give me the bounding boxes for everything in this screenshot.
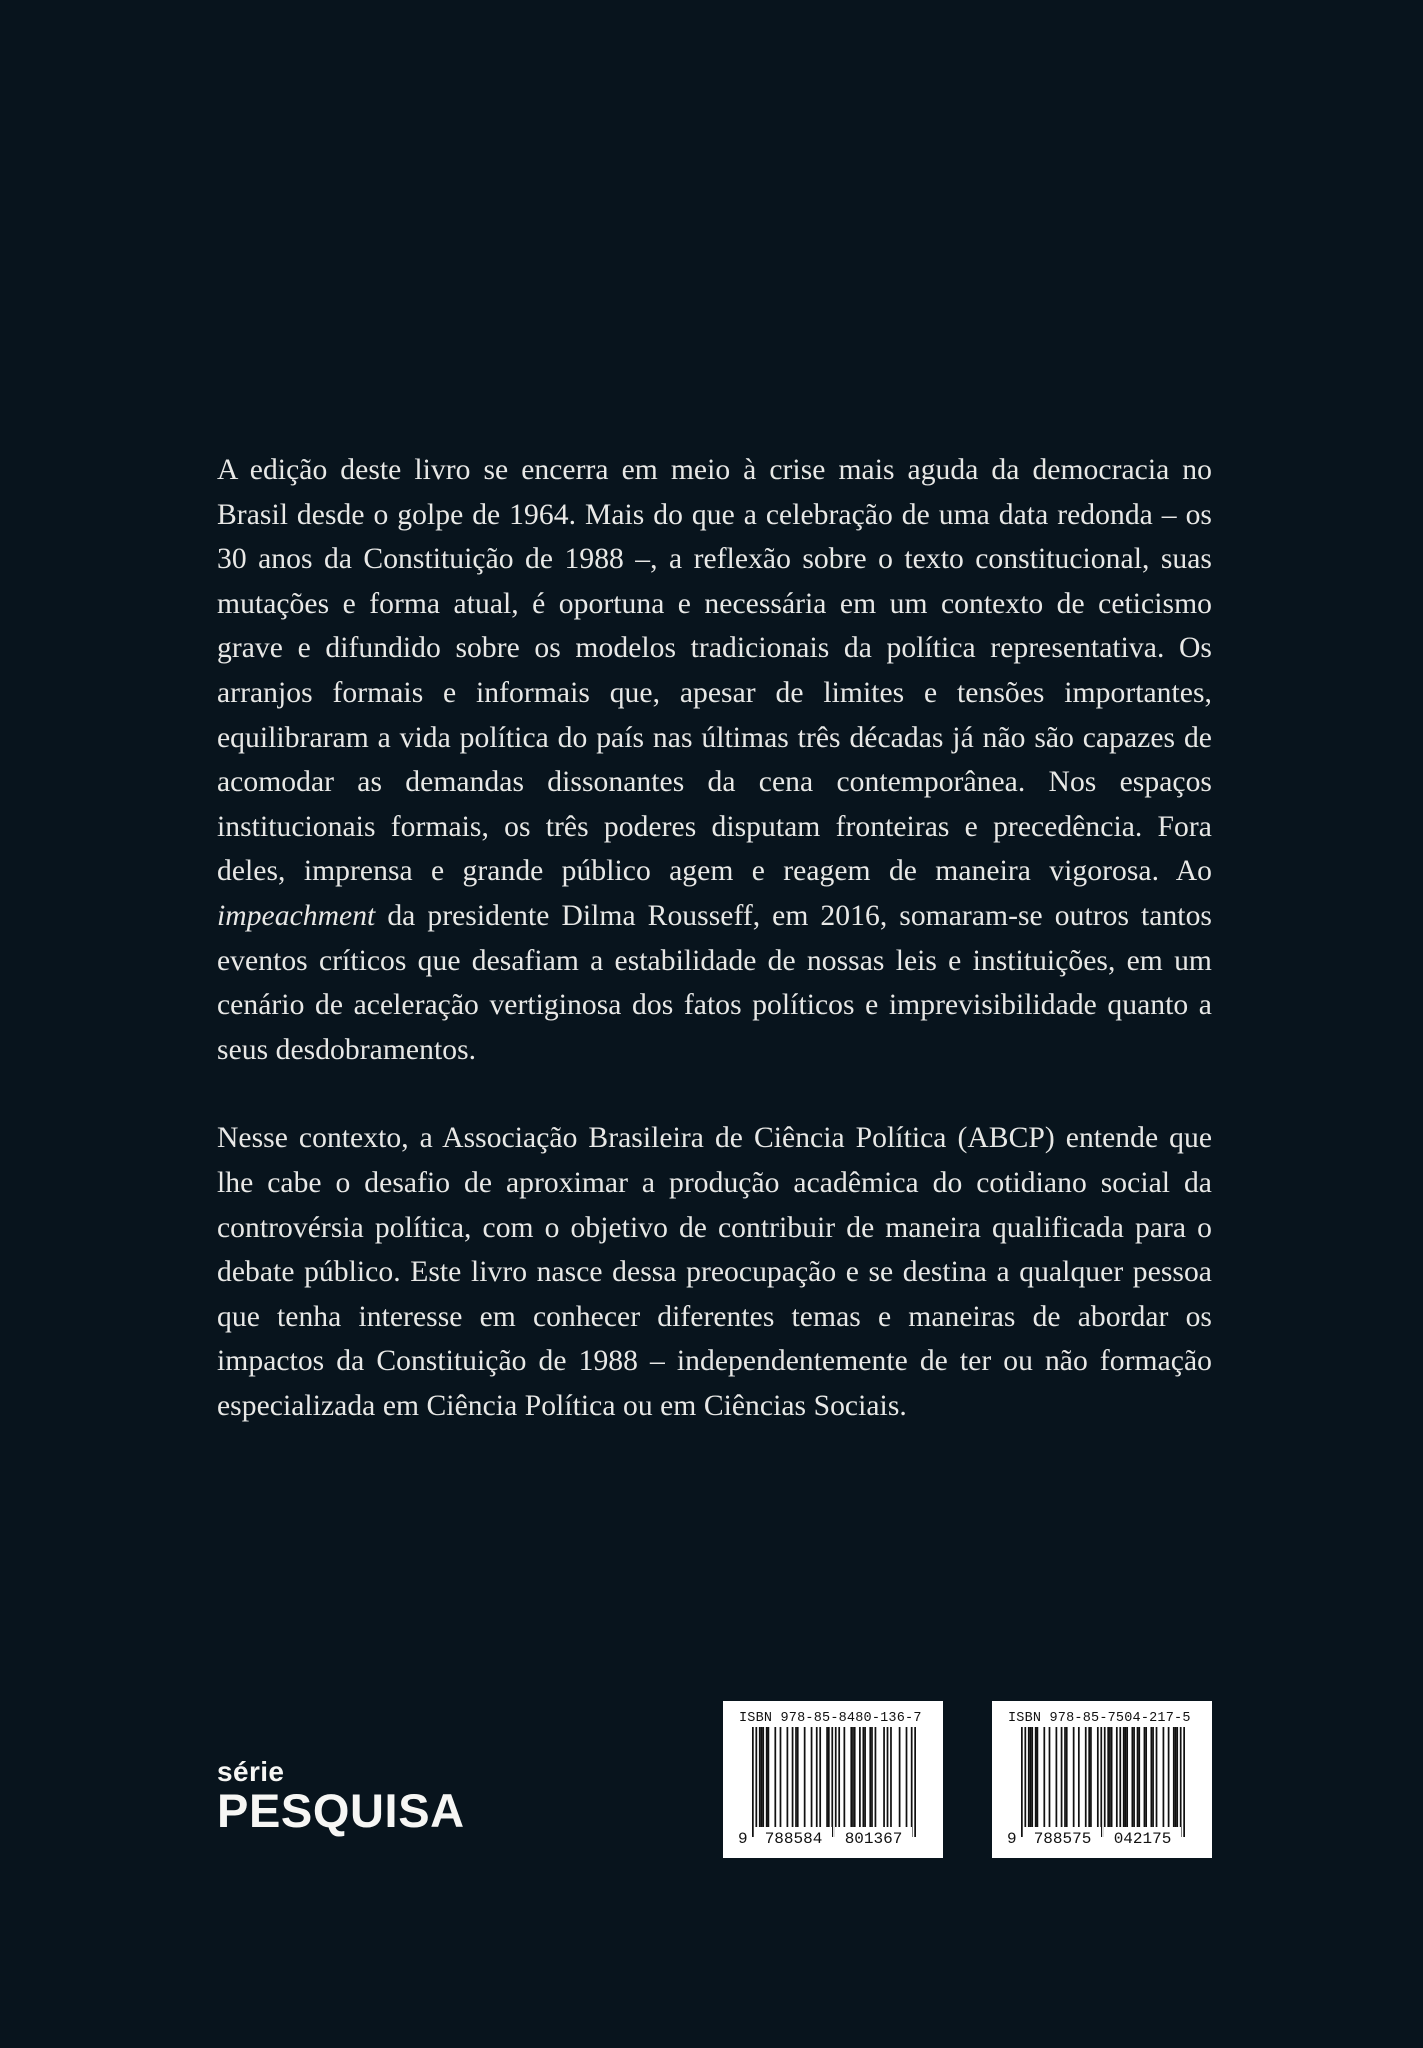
barcode-1-bar-4 — [761, 1727, 763, 1827]
barcode-2-bar-2 — [1024, 1727, 1026, 1837]
barcode-1-bar-24 — [850, 1727, 852, 1827]
barcode-1-bar-1 — [752, 1727, 754, 1837]
barcode-2-bar-34 — [1144, 1727, 1146, 1827]
barcode-2-bar-14 — [1073, 1727, 1075, 1827]
barcode-digits-1 — [738, 1827, 928, 1851]
barcode-1-bar-9 — [780, 1727, 782, 1827]
barcode-2-bar-17 — [1088, 1727, 1090, 1827]
barcode-2-left-digits: 788575 — [1024, 1827, 1101, 1851]
barcode-2-bar-22 — [1107, 1727, 1109, 1827]
barcode-1-bar-8 — [774, 1727, 776, 1827]
barcode-1-bar-26 — [854, 1727, 856, 1827]
barcode-1-bar-3 — [759, 1727, 761, 1827]
barcode-1-bar-14 — [804, 1727, 806, 1827]
barcode-2-bar-29 — [1126, 1727, 1128, 1827]
barcode-1-bar-33 — [883, 1727, 885, 1827]
barcode-bars-2 — [1021, 1727, 1185, 1837]
blurb-paragraph-1 — [217, 448, 1212, 1072]
barcode-1-bar-11 — [792, 1727, 794, 1827]
barcode-1-bar-15 — [811, 1727, 813, 1827]
barcode-1-bar-28 — [862, 1727, 864, 1827]
barcode-1-bar-27 — [859, 1727, 861, 1827]
barcode-2-bar-43 — [1176, 1727, 1178, 1827]
barcode-2-bar-7 — [1037, 1727, 1039, 1827]
barcode-2-bar-12 — [1064, 1727, 1066, 1827]
barcode-1-bar-36 — [899, 1727, 901, 1827]
barcode-2-right-digits: 042175 — [1104, 1827, 1181, 1851]
barcode-1-bar-34 — [887, 1727, 889, 1827]
barcode-2-bar-9 — [1049, 1727, 1051, 1827]
barcode-2-bar-40 — [1168, 1727, 1170, 1827]
barcode-2-bar-11 — [1061, 1727, 1063, 1827]
barcode-1-bar-18 — [826, 1727, 828, 1827]
barcode-2-bar-42 — [1175, 1727, 1177, 1827]
barcode-1-bar-10 — [787, 1727, 789, 1827]
barcode-1-bar-16 — [816, 1727, 818, 1827]
isbn-label-1: ISBN 978-85-8480-136-7 — [739, 1711, 922, 1726]
isbn-label-2: ISBN 978-85-7504-217-5 — [1008, 1711, 1191, 1726]
barcode-2-bar-6 — [1035, 1727, 1037, 1827]
barcode-2-bar-27 — [1123, 1727, 1125, 1827]
barcode-2-bar-45 — [1183, 1727, 1185, 1837]
series-name: PESQUISA — [217, 1784, 465, 1837]
impeachment-emphasis: impeachment — [217, 899, 376, 932]
barcode-2-bar-1 — [1021, 1727, 1023, 1837]
barcode-2-bar-24 — [1111, 1727, 1113, 1827]
barcode-2-bar-30 — [1131, 1727, 1133, 1827]
barcode-2-bar-35 — [1145, 1727, 1147, 1827]
barcode-1-first-digit: 9 — [738, 1830, 748, 1848]
serie-pesquisa-logo — [217, 1756, 465, 1837]
barcode-2-bar-19 — [1097, 1727, 1099, 1827]
barcode-digits-2 — [1007, 1827, 1197, 1851]
barcode-label-1 — [723, 1701, 943, 1858]
barcode-1-bar-35 — [890, 1727, 892, 1827]
barcode-2-bar-23 — [1109, 1727, 1111, 1827]
barcode-2-bar-32 — [1137, 1727, 1139, 1827]
barcode-1-bar-7 — [768, 1727, 770, 1827]
barcode-1-bar-39 — [914, 1727, 916, 1837]
barcode-2-bar-10 — [1056, 1727, 1058, 1827]
barcode-2-bar-39 — [1163, 1727, 1165, 1827]
barcode-2-bar-25 — [1116, 1727, 1118, 1827]
barcode-2-bar-16 — [1085, 1727, 1087, 1827]
barcode-1-bar-5 — [762, 1727, 764, 1827]
barcode-2-bar-21 — [1104, 1727, 1106, 1837]
barcode-2-bar-8 — [1043, 1727, 1045, 1827]
barcode-2-first-digit: 9 — [1007, 1830, 1017, 1848]
barcode-1-bar-2 — [755, 1727, 757, 1837]
barcode-2-bar-18 — [1090, 1727, 1092, 1827]
series-prefix: série — [217, 1756, 285, 1787]
barcode-graphic-2 — [1021, 1727, 1185, 1837]
barcode-1-bar-6 — [766, 1727, 768, 1827]
barcode-1-bar-13 — [797, 1727, 799, 1827]
barcode-1-bar-31 — [871, 1727, 873, 1827]
blurb-paragraph-2: Nesse contexto, a Associação Brasileira de Ciência Política (ABCP) entende que lhe cabe o desafio de aproximar a produção acadêmica do cotidiano social da controvérsia política, com o objetivo de contribuir de maneira qualificada para o debate público. Este livro nasce dessa preocupação e se destina a qualquer pessoa que tenha interesse em conhecer diferentes temas e maneiras de abordar os impactos da Constituição de 1988 – independentemente de ter ou não formação especializada em Ciência Política ou em Ciências Sociais. — [217, 1122, 1212, 1422]
barcode-1-bar-30 — [869, 1727, 871, 1827]
barcode-1-right-digits: 801367 — [835, 1827, 912, 1851]
barcode-1-bar-19 — [828, 1727, 830, 1827]
barcode-2-bar-36 — [1150, 1727, 1152, 1827]
barcode-1-bar-12 — [795, 1727, 797, 1827]
blurb-paragraph-1-start: A edição deste livro se encerra em meio à crise mais aguda da democracia no Brasil desde o golpe de 1964. Mais do que a celebração de uma data redonda – os 30 anos da Constituição de 1988 –, a reflexão sobre o texto constitucional, suas mutações e forma atual, é oportuna e necessária em um contexto de ceticismo grave e difundido sobre os modelos tradicionais da política representativa. Os arranjos formais e informais que, apesar de limites e tensões importantes, equilibraram a vida política do país nas últimas três décadas já não são capazes de acomodar as demandas dissonantes da cena contemporânea. Nos espaços institucionais formais, os três poderes disputam fronteiras e precedência. Fora deles, imprensa e grande público agem e reagem de maneira vigorosa. Ao — [217, 454, 1212, 888]
barcode-bars-1 — [752, 1727, 916, 1837]
barcode-1-bar-29 — [864, 1727, 866, 1827]
barcode-1-bar-32 — [875, 1727, 877, 1827]
barcode-1-bar-37 — [906, 1727, 908, 1827]
barcode-1-bar-38 — [911, 1727, 913, 1837]
barcode-2-bar-26 — [1119, 1727, 1121, 1827]
barcode-1-bar-23 — [843, 1727, 845, 1827]
barcode-1-left-digits: 788584 — [755, 1827, 832, 1851]
barcode-2-bar-44 — [1180, 1727, 1182, 1837]
barcode-2-bar-33 — [1138, 1727, 1140, 1827]
barcode-1-bar-20 — [831, 1727, 833, 1837]
blurb-paragraph-1-end: da presidente Dilma Rousseff, em 2016, somaram-se outros tantos eventos críticos que desafiam a estabilidade de nossas leis e instituições, em um cenário de aceleração vertiginosa dos fatos políticos e imprevisibilidade quanto a seus desdobramentos. — [217, 899, 1212, 1066]
barcode-2-bar-37 — [1152, 1727, 1154, 1827]
barcode-1-bar-25 — [852, 1727, 854, 1827]
barcode-1-bar-21 — [835, 1727, 837, 1837]
barcode-2-bar-28 — [1125, 1727, 1127, 1827]
barcode-2-bar-3 — [1028, 1727, 1030, 1827]
barcode-2-bar-4 — [1030, 1727, 1032, 1827]
barcode-2-bar-15 — [1078, 1727, 1080, 1827]
barcode-2-bar-13 — [1066, 1727, 1068, 1827]
barcode-2-bar-31 — [1133, 1727, 1135, 1827]
barcode-2-bar-20 — [1100, 1727, 1102, 1837]
barcode-1-bar-22 — [838, 1727, 840, 1827]
barcode-1-bar-17 — [819, 1727, 821, 1827]
barcode-2-bar-38 — [1156, 1727, 1158, 1827]
barcode-2-bar-5 — [1031, 1727, 1033, 1827]
barcode-graphic-1 — [752, 1727, 916, 1837]
barcode-label-2 — [992, 1701, 1212, 1858]
back-cover-blurb — [217, 448, 1212, 1428]
barcode-2-bar-41 — [1173, 1727, 1175, 1827]
